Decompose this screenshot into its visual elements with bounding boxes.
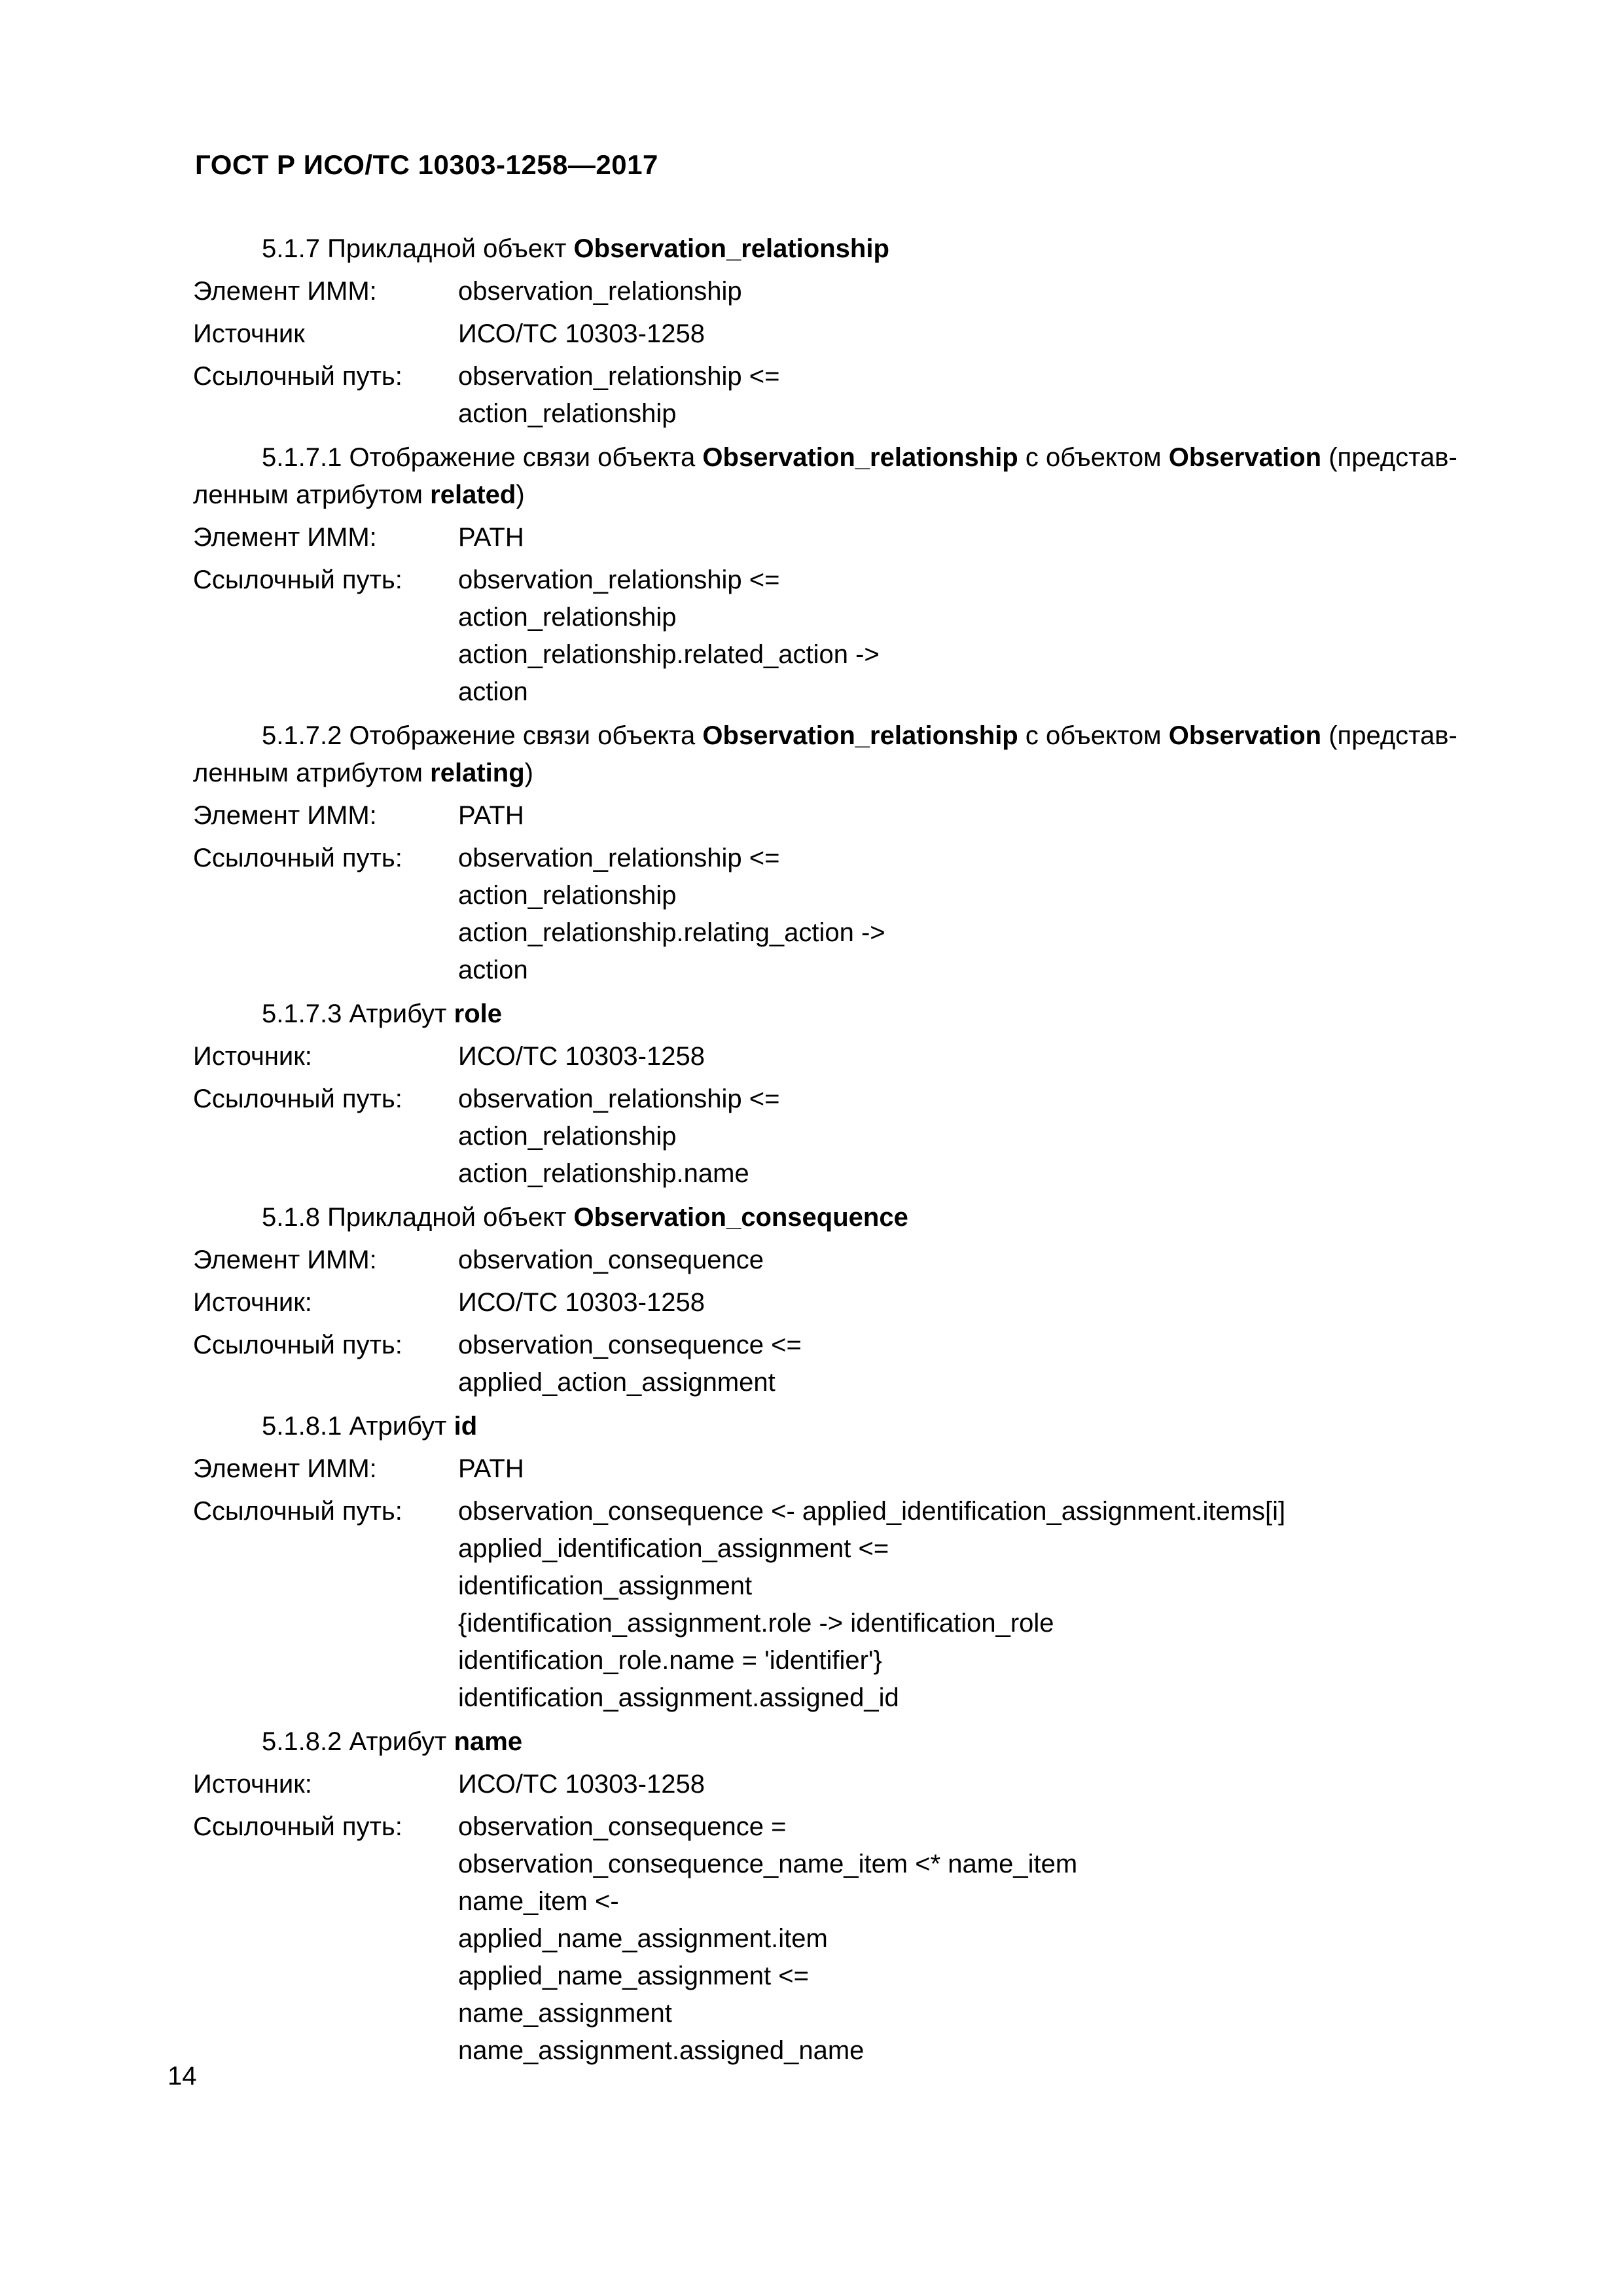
definition-label: Элемент ИММ: [193, 277, 377, 306]
definition-row [193, 1766, 1492, 1803]
definition-value [458, 1081, 1492, 1193]
definition-label: Элемент ИММ: [193, 1454, 377, 1483]
heading-text: ленным атрибутом [193, 480, 431, 509]
value-line: observation_consequence = [458, 1812, 787, 1841]
heading-text: 5.1.7 Прикладной объект [262, 234, 574, 263]
definition-value [458, 1242, 1492, 1279]
section-heading [193, 1723, 1492, 1761]
definition-label: Элемент ИММ: [193, 801, 377, 830]
value-line: action [458, 956, 528, 984]
definition-row [193, 1081, 1492, 1193]
value-line: observation_consequence <= [458, 1331, 802, 1359]
definition-value [458, 840, 1492, 989]
definition-label: Источник: [193, 1288, 312, 1317]
value-line: applied_name_assignment <= [458, 1962, 809, 1990]
section [193, 230, 1492, 433]
section [193, 717, 1492, 989]
heading-identifier: Observation [1168, 721, 1322, 750]
definition-row [193, 1327, 1492, 1401]
definition-value [458, 562, 1492, 711]
heading-text: 5.1.7.3 Атрибут [262, 999, 454, 1028]
definition-value [458, 273, 1492, 310]
section-heading [193, 717, 1492, 792]
value-line: ИСО/ТС 10303-1258 [458, 1288, 705, 1317]
definition-value [458, 1493, 1492, 1717]
heading-identifier: Observation_consequence [573, 1203, 908, 1232]
definition-value [458, 1766, 1492, 1803]
definition-row [193, 273, 1492, 310]
definition-row [193, 1493, 1492, 1717]
value-line: observation_relationship <= [458, 565, 780, 594]
definition-row [193, 315, 1492, 353]
heading-identifier: Observation_relationship [702, 721, 1018, 750]
value-line: PATH [458, 523, 524, 552]
definition-list [193, 797, 1492, 989]
heading-text: с объектом [1018, 443, 1169, 472]
definition-value [458, 1808, 1492, 2070]
document-body [193, 230, 1492, 2075]
definition-row [193, 1450, 1492, 1488]
heading-identifier: id [454, 1412, 478, 1441]
definition-label: Ссылочный путь: [193, 1497, 402, 1526]
definition-label: Ссылочный путь: [193, 1085, 402, 1113]
definition-label: Ссылочный путь: [193, 362, 402, 391]
definition-value [458, 358, 1492, 433]
definition-label: Источник: [193, 1042, 312, 1071]
value-line: identification_assignment.assigned_id [458, 1683, 899, 1712]
value-line: action_relationship [458, 399, 677, 428]
heading-text: 5.1.8 Прикладной объект [262, 1203, 574, 1232]
value-line: observation_relationship <= [458, 1085, 780, 1113]
section-heading [193, 230, 1492, 268]
heading-text: 5.1.8.2 Атрибут [262, 1727, 454, 1756]
definition-value [458, 315, 1492, 353]
section-heading [193, 439, 1492, 514]
value-line: action_relationship [458, 1122, 677, 1151]
definition-row [193, 840, 1492, 989]
value-line: identification_role.name = 'identifier'} [458, 1646, 882, 1675]
value-line: observation_relationship <= [458, 362, 780, 391]
document-header-title: ГОСТ Р ИСО/ТС 10303-1258—2017 [195, 149, 658, 180]
definition-label: Ссылочный путь: [193, 844, 402, 872]
heading-identifier: related [430, 480, 516, 509]
value-line: observation_consequence [458, 1246, 764, 1274]
definition-label: Ссылочный путь: [193, 1331, 402, 1359]
definition-row [193, 797, 1492, 834]
value-line: name_assignment.assigned_name [458, 2036, 865, 2065]
value-line: action_relationship.name [458, 1159, 749, 1188]
value-line: identification_assignment [458, 1571, 753, 1600]
definition-label: Ссылочный путь: [193, 565, 402, 594]
definition-row [193, 562, 1492, 711]
section [193, 439, 1492, 711]
heading-text: ) [524, 759, 533, 787]
definition-value [458, 1327, 1492, 1401]
value-line: action_relationship [458, 881, 677, 910]
value-line: {identification_assignment.role -> identification_role [458, 1609, 1054, 1638]
section [193, 1408, 1492, 1717]
value-line: observation_relationship [458, 277, 742, 306]
section [193, 1723, 1492, 2070]
value-line: action_relationship [458, 603, 677, 632]
value-line: action [458, 677, 528, 706]
definition-row [193, 358, 1492, 433]
value-line: applied_name_assignment.item [458, 1924, 828, 1953]
value-line: applied_action_assignment [458, 1368, 776, 1397]
definition-value [458, 519, 1492, 556]
heading-text: ленным атрибутом [193, 759, 431, 787]
value-line: name_item <- [458, 1887, 619, 1916]
heading-text: с объектом [1018, 721, 1169, 750]
value-line: observation_consequence_name_item <* name_item [458, 1850, 1078, 1878]
value-line: observation_consequence <- applied_identification_assignment.items[i] [458, 1497, 1286, 1526]
definition-label: Источник [193, 319, 305, 348]
heading-identifier: name [454, 1727, 523, 1756]
page-number: 14 [168, 2062, 197, 2090]
definition-list [193, 519, 1492, 711]
section-heading [193, 996, 1492, 1033]
value-line: ИСО/ТС 10303-1258 [458, 1770, 705, 1799]
section-heading [193, 1408, 1492, 1445]
heading-text: 5.1.7.1 Отображение связи объекта [262, 443, 703, 472]
value-line: ИСО/ТС 10303-1258 [458, 1042, 705, 1071]
value-line: ИСО/ТС 10303-1258 [458, 319, 705, 348]
definition-value [458, 1450, 1492, 1488]
heading-text: ) [516, 480, 525, 509]
definition-list [193, 1242, 1492, 1401]
section [193, 996, 1492, 1193]
heading-text: 5.1.8.1 Атрибут [262, 1412, 454, 1441]
value-line: action_relationship.relating_action -> [458, 918, 885, 947]
definition-label: Элемент ИММ: [193, 523, 377, 552]
definition-list [193, 1450, 1492, 1717]
value-line: applied_identification_assignment <= [458, 1534, 889, 1563]
value-line: action_relationship.related_action -> [458, 640, 880, 669]
heading-text: 5.1.7.2 Отображение связи объекта [262, 721, 703, 750]
value-line: name_assignment [458, 1999, 672, 2028]
definition-row [193, 519, 1492, 556]
heading-identifier: relating [430, 759, 525, 787]
heading-identifier: Observation_relationship [573, 234, 889, 263]
definition-row [193, 1284, 1492, 1321]
definition-label: Источник: [193, 1770, 312, 1799]
definition-label: Ссылочный путь: [193, 1812, 402, 1841]
value-line: PATH [458, 801, 524, 830]
heading-text: (представ- [1321, 443, 1457, 472]
definition-row [193, 1808, 1492, 2070]
definition-list [193, 1766, 1492, 2070]
heading-identifier: role [454, 999, 502, 1028]
section [193, 1199, 1492, 1401]
value-line: observation_relationship <= [458, 844, 780, 872]
definition-list [193, 273, 1492, 433]
section-heading [193, 1199, 1492, 1236]
definition-row [193, 1038, 1492, 1075]
heading-text: (представ- [1321, 721, 1457, 750]
definition-value [458, 1284, 1492, 1321]
definition-value [458, 1038, 1492, 1075]
definition-row [193, 1242, 1492, 1279]
definition-list [193, 1038, 1492, 1193]
heading-identifier: Observation [1168, 443, 1322, 472]
value-line: PATH [458, 1454, 524, 1483]
heading-identifier: Observation_relationship [702, 443, 1018, 472]
definition-label: Элемент ИММ: [193, 1246, 377, 1274]
definition-value [458, 797, 1492, 834]
